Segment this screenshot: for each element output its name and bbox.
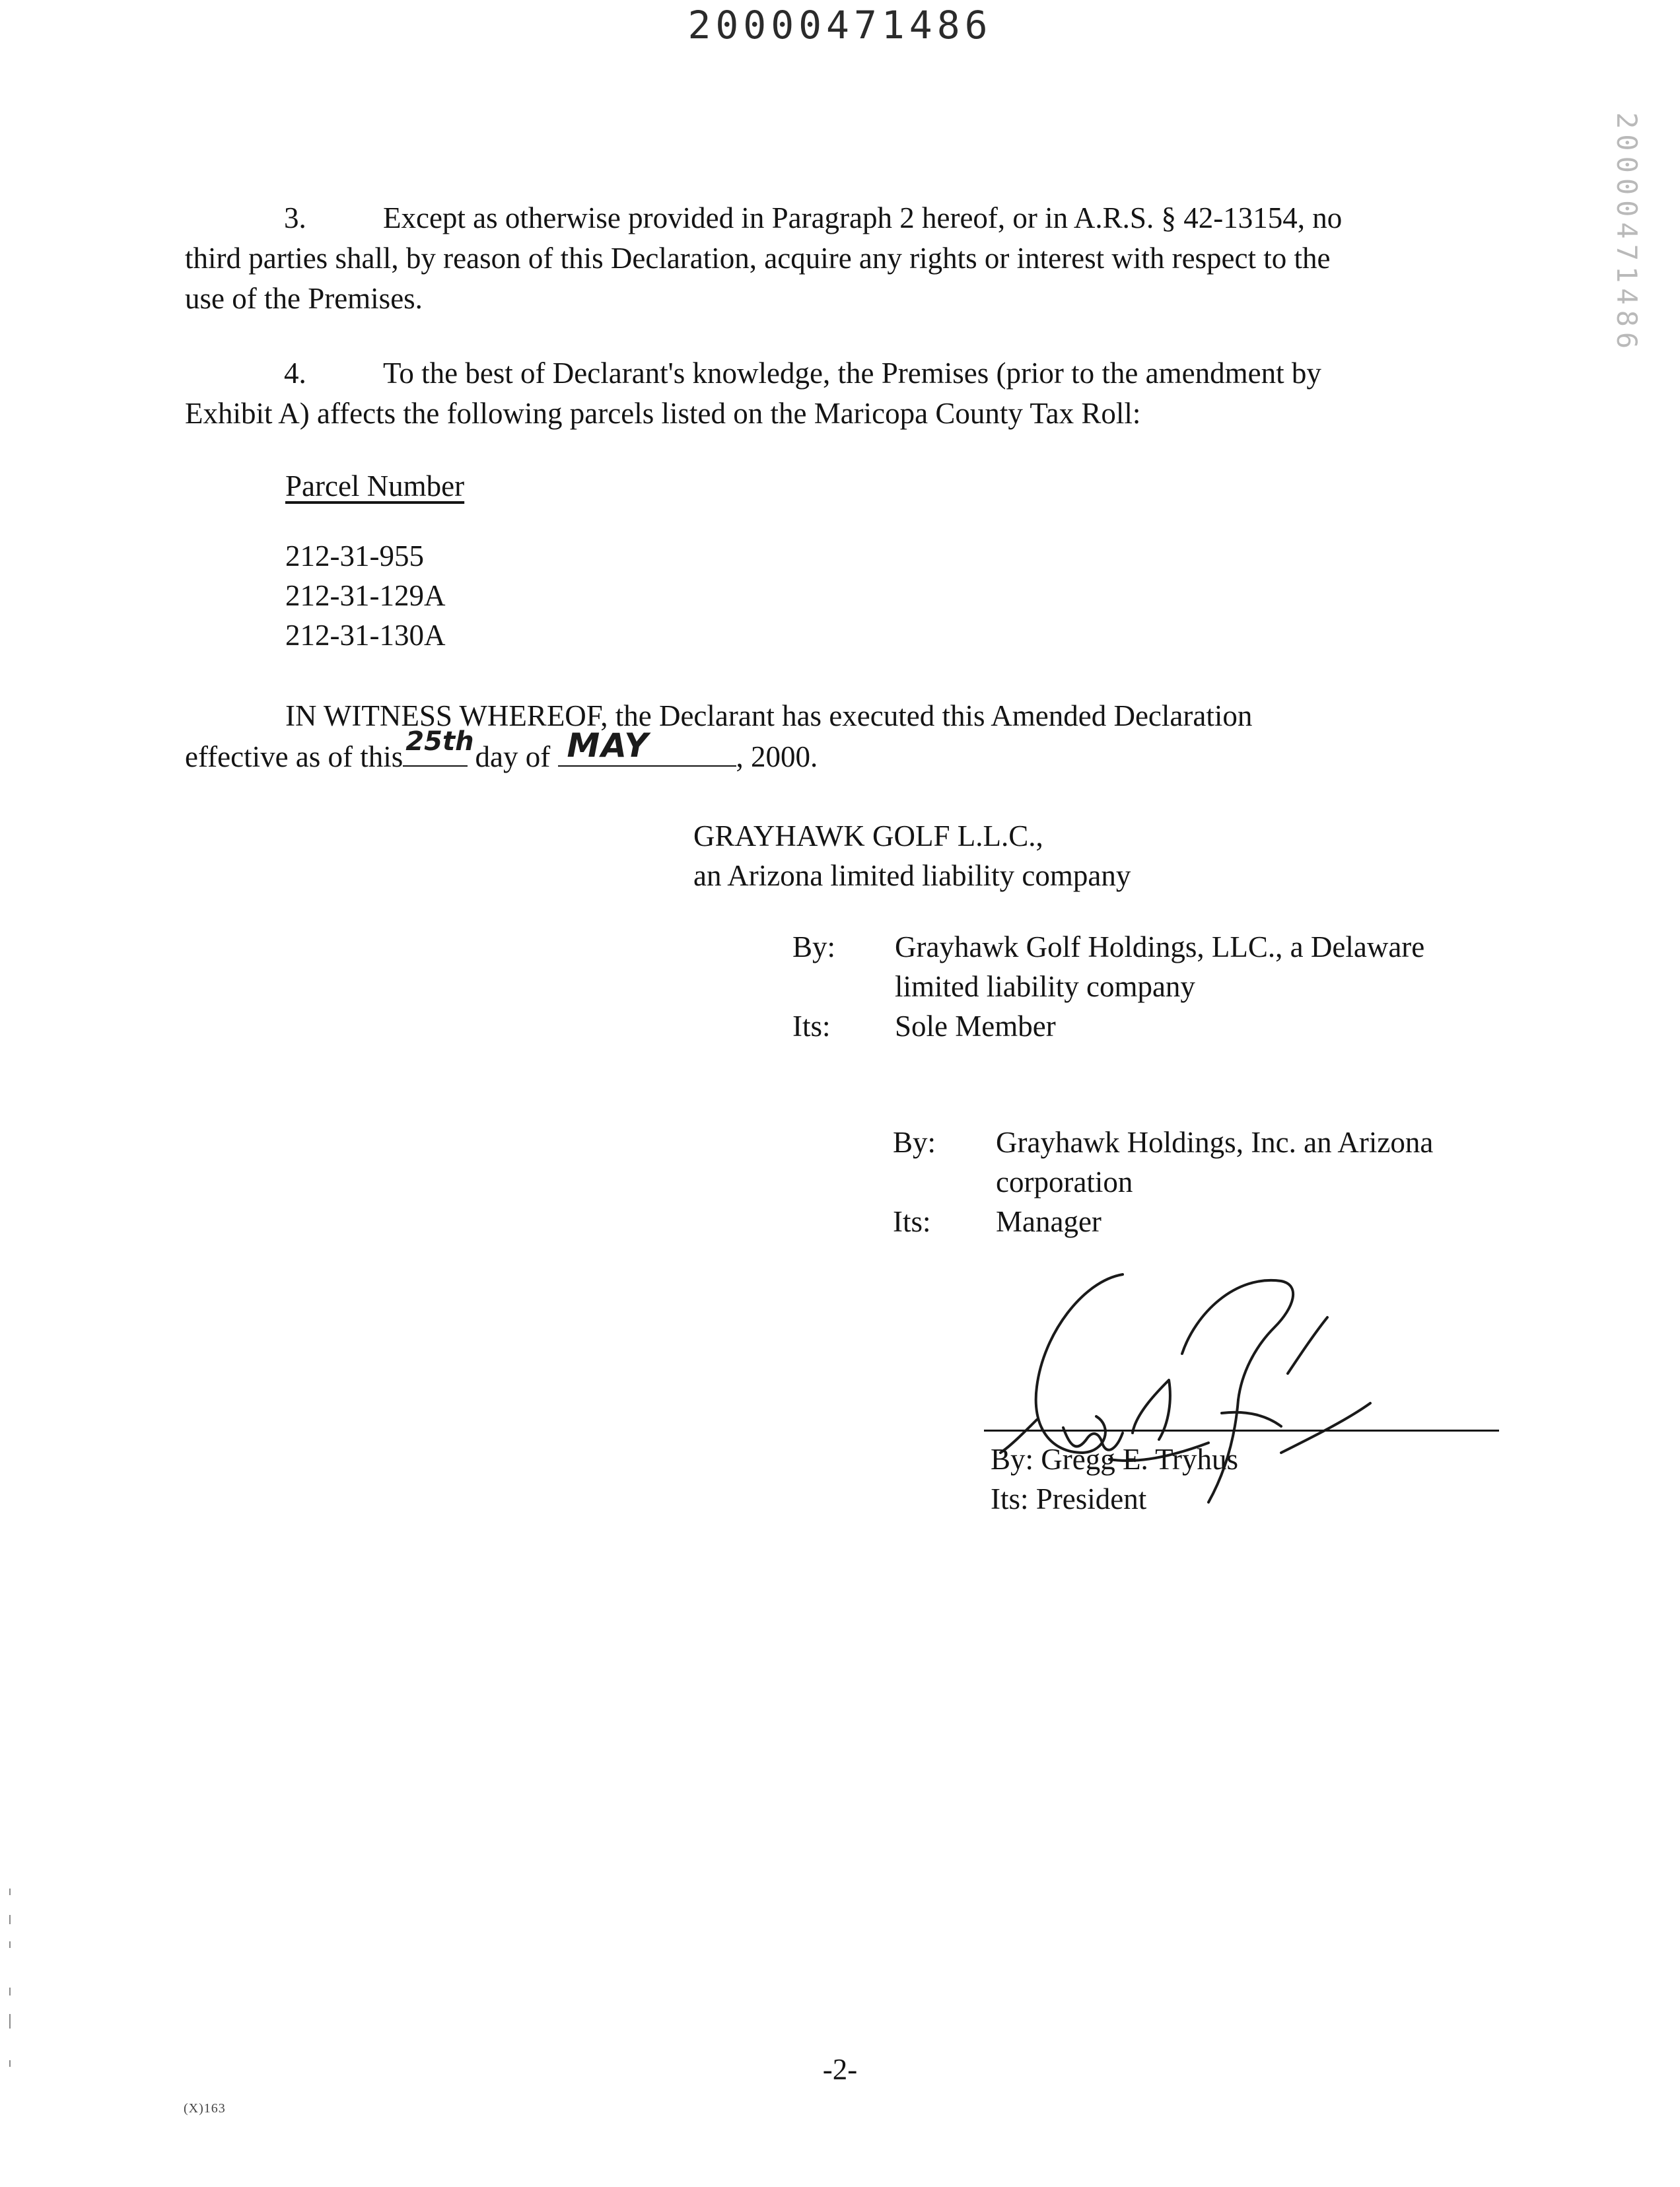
day-blank	[403, 726, 474, 767]
signatory-title: Its: President	[991, 1482, 1147, 1515]
side-recording-stamp: 20000471486	[1611, 112, 1643, 355]
member-by-value-line-2: limited liability company	[895, 970, 1195, 1003]
month-handwritten: MAY	[567, 726, 650, 765]
parcel-item: 212-31-129A	[285, 579, 446, 612]
document-code: (X)163	[184, 2101, 226, 2116]
manager-by-value-line-1: Grayhawk Holdings, Inc. an Arizona	[996, 1126, 1434, 1159]
parcel-number-heading: Parcel Number	[285, 469, 465, 503]
paragraph-4	[185, 353, 1492, 434]
company-name: GRAYHAWK GOLF L.L.C.,	[693, 819, 1043, 852]
parcel-item: 212-31-130A	[285, 619, 446, 652]
witness-prefix: effective as of this	[185, 740, 403, 773]
paragraph-3-line-3: use of the Premises.	[185, 282, 423, 315]
company-description: an Arizona limited liability company	[693, 859, 1131, 892]
scan-artifact	[9, 1915, 11, 1924]
scan-artifact	[9, 2060, 11, 2067]
parcel-item: 212-31-955	[285, 539, 424, 573]
page-number: -2-	[822, 2053, 858, 2086]
month-blank	[558, 726, 736, 767]
member-by-label: By:	[792, 930, 836, 963]
paragraph-3-line-2: third parties shall, by reason of this Declaration, acquire any rights or interest with respect to the	[185, 242, 1331, 275]
scan-artifact	[9, 1988, 11, 1996]
witness-day-of: day of	[475, 740, 551, 773]
paragraph-4-line-2: Exhibit A) affects the following parcels listed on the Maricopa County Tax Roll:	[185, 397, 1141, 430]
scan-artifact	[9, 1941, 11, 1948]
witness-line-1: IN WITNESS WHEREOF, the Declarant has executed this Amended Declaration	[285, 699, 1253, 732]
member-its-value: Sole Member	[895, 1010, 1056, 1043]
scan-artifact	[9, 1889, 11, 1895]
paragraph-3-line-1: Except as otherwise provided in Paragraph 2 hereof, or in A.R.S. § 42-13154, no	[383, 201, 1343, 234]
day-handwritten: 25th	[405, 726, 474, 757]
manager-its-value: Manager	[996, 1205, 1102, 1238]
manager-its-label: Its:	[893, 1205, 931, 1238]
recording-number: 20000471486	[687, 3, 993, 48]
member-by-value-line-1: Grayhawk Golf Holdings, LLC., a Delaware	[895, 930, 1425, 963]
signatory-name: By: Gregg E. Tryhus	[991, 1443, 1239, 1476]
paragraph-3	[185, 198, 1492, 319]
paragraph-3-number: 3.	[284, 201, 306, 234]
scan-artifact	[9, 2014, 11, 2029]
manager-by-value-line-2: corporation	[996, 1165, 1133, 1198]
member-its-label: Its:	[792, 1010, 831, 1043]
witness-year: , 2000.	[736, 740, 818, 773]
signature-line	[984, 1430, 1499, 1432]
paragraph-4-number: 4.	[284, 357, 306, 390]
paragraph-4-line-1: To the best of Declarant's knowledge, the Premises (prior to the amendment by	[383, 357, 1321, 390]
witness-line-2	[185, 726, 818, 777]
manager-by-label: By:	[893, 1126, 936, 1159]
